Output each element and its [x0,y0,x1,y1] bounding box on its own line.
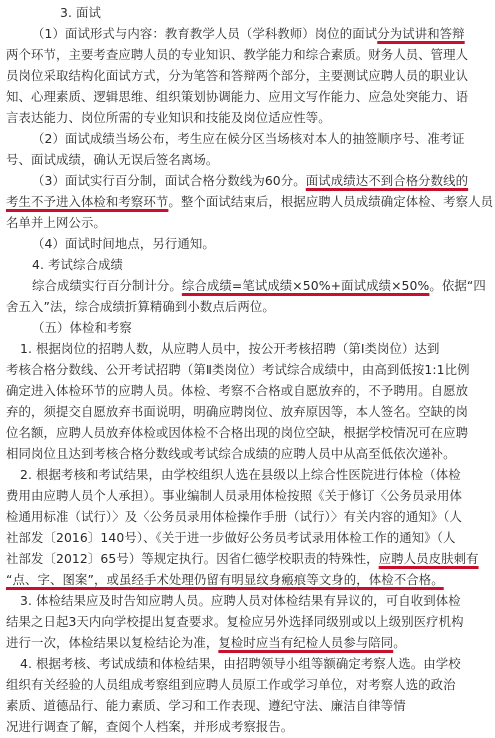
highlighted-text: 面试成绩达不到合格分数线的 [305,173,469,188]
text: （3）面试实行百分制，面试合格分数线为60分。 [32,173,306,188]
text: 考核合格分数线、公开考试招聘（第Ⅱ类岗位）考试综合成绩中，由高到低按1:1比例 [6,362,470,377]
text: 3. 面试 [60,5,102,20]
highlighted-text: ，或虽经手术处理仍留有明显纹身瘢痕等文身的 [93,572,357,587]
text: 舍五入”法，综合成绩折算精确到小数点后两位。 [6,299,275,314]
paragraph-line [0,86,495,108]
text: 名单并上网公示。 [6,215,106,230]
text: 进行一次，体检结果以复检结论为准， [6,635,219,650]
paragraph-line [0,506,495,528]
text: 。依据“四 [429,278,486,293]
paragraph-line [0,338,495,360]
text: 。整个面试结束后，根据应聘人员成绩确定体检、考察人员 [168,194,494,209]
text: 社部发〔2016〕140号）、《关于进一步做好公务员考试录用体检工作的通知》（人 [6,530,456,545]
paragraph-line [0,695,495,717]
section-heading [0,2,495,24]
paragraph-line [0,401,495,423]
text: （五）体检和考察 [32,320,132,335]
paragraph-line [0,128,495,150]
text: 1. 根据岗位的招聘人数，从应聘人员中，按公开考核招聘（第Ⅰ类岗位）达到 [20,341,440,356]
paragraph-line [0,191,495,213]
paragraph-line [0,212,495,234]
paragraph-line [0,611,495,633]
paragraph-line [0,569,495,591]
text: 3. 体检结果应及时告知应聘人员。应聘人员对体检结果有异议的，可自收到体检 [20,593,461,608]
paragraph-line [0,170,495,192]
text: 确定进入体检环节的应聘人员。体检、考察不合格或自愿放弃的，不予聘用。自愿放 [6,383,469,398]
paragraph-line [0,149,495,171]
text: 素质、道德品行、能力素质、学习和工作表现、遵纪守法、廉洁自律等情 [6,698,406,713]
text: 号、面试成绩，确认无误后签名离场。 [6,152,219,167]
text: 知、心理素质、逻辑思维、组织策划协调能力、应用文写作能力、应急处突能力、语 [6,89,469,104]
text: 相同岗位且达到考核合格分数线或考试综合成绩的应聘人员中从高至低依次递补。 [6,446,456,461]
paragraph-line [0,527,495,549]
paragraph-line [0,548,495,570]
text: 综合成绩实行百分制计分。 [32,278,182,293]
paragraph-line [0,359,495,381]
text: 检通用标准（试行）〉及〈公务员录用体检操作手册（试行）〉有关内容的通知》（人 [6,509,463,524]
text: 两个环节，主要考查应聘人员的专业知识、教学能力和综合素质。财务人员、管理人 [6,47,469,62]
highlighted-text: 应聘人员皮肤刺有 [378,551,479,566]
paragraph-line [0,590,495,612]
text: 况进行调查了解，查阅个人档案，并形成考察报告。 [6,719,294,734]
paragraph-line [0,422,495,444]
paragraph-line [0,464,495,486]
text: 位名额，应聘人员放弃体检或因体检不合格出现的岗位空缺，根据学校情况可在应聘 [6,425,469,440]
text: 4. 根据考核、考试成绩和体检结果，由招聘领导小组等额确定考察人选。由学校 [20,656,461,671]
highlighted-text: 综合成绩=笔试成绩×50%+面试成绩×50% [181,278,430,293]
paragraph-line [0,65,495,87]
highlighted-text: 复检时应当有纪检人员参与陪同 [218,635,394,650]
text: 费用由应聘人员个人承担）。事业编制人员录用体检按照《关于修订〈公务员录用体 [6,488,462,503]
paragraph-line [0,380,495,402]
text: 弃的，须提交自愿放弃书面说明，明确应聘岗位、放弃原因等，本人签名。空缺的岗 [6,404,469,419]
paragraph-line [0,275,495,297]
text: 组织有关经验的人员组成考察组到应聘人员原工作或学习单位，对考察人选的政治 [6,677,456,692]
text: 社部发〔2012〕65号）等规定执行。因省仁德学校职责的特殊性， [6,551,379,566]
text: （2）面试成绩当场公布，考生应在候分区当场核对本人的抽签顺序号、准考证 [32,131,465,146]
text: 4. 考试综合成绩 [32,257,124,272]
text: 言表达能力、岗位所需的专业知识和技能及岗位适应性等。 [6,110,331,125]
paragraph-line [0,296,495,318]
text: （4）面试时间地点，另行通知。 [32,236,215,251]
paragraph-line [0,107,495,129]
paragraph-line [0,632,495,654]
paragraph-line [0,23,495,45]
paragraph-line [0,233,495,255]
paragraph-line [0,485,495,507]
paragraph-line [0,716,495,738]
section-heading [0,254,495,276]
highlighted-text: ，体检不合格。 [356,572,444,587]
paragraph-line [0,653,495,675]
text: （1）面试形式与内容：教育教学人员（学科教师）岗位的面试 [32,26,378,41]
highlighted-text: 分为试讲和答辩 [377,26,465,41]
paragraph-line [0,44,495,66]
highlighted-text: 考生不予进入体检和考察环节 [6,194,169,209]
paragraph-line [0,674,495,696]
section-heading [0,317,495,339]
text: 2. 根据考核和考试结果，由学校组织人选在县级以上综合性医院进行体检（体检 [20,467,461,482]
text: 结果之日起3天内向学校提出复查要求。复检应另外选择同级别或以上级别医疗机构 [6,614,464,629]
highlighted-text: “点、字、图案” [6,572,94,587]
text: 员岗位采取结构化面试方式，分为笔答和答辩两个部分，主要测试应聘人员的职业认 [6,68,469,83]
paragraph-line [0,443,495,465]
text: 。 [393,635,406,650]
